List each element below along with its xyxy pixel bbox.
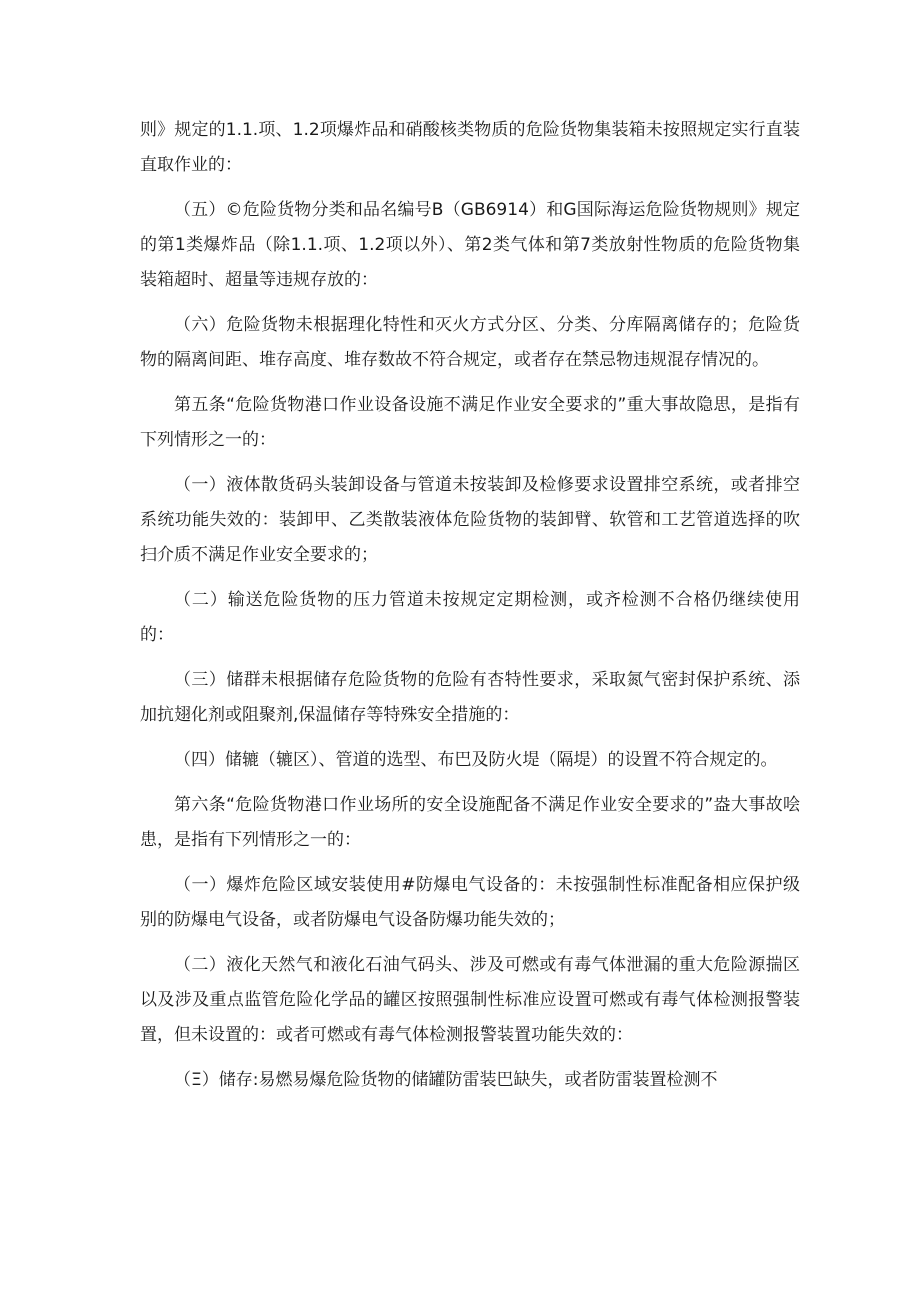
paragraph-article-6-item-2: （二）液化天然气和液化石油气码头、涉及可燃或有毒气体泄漏的重大危险源揣区以及涉及重点监管危险化学品的罐区按照强制性标准应设置可燃或有毒气体检测报警装置，但未设置的：或者可燃或有毒气体检测报警装置功能失效的： (140, 955, 800, 1045)
paragraph-article-6-item-1: （一）爆炸危险区域安装使用#防爆电气设备的：未按强制性标准配备相应保护级别的防爆电气设备，或者防爆电气设备防爆功能失效的； (140, 875, 800, 930)
document-body (140, 113, 800, 1108)
paragraph-item-5: （五）©危险货物分类和品名编号B（GB6914）和G国际海运危险货物规则》规定的第1类爆炸品（除1.1.项、1.2项以外）、第2类气体和第7类放射性物质的危险货物集装箱超时、超量等违规存放的： (140, 200, 800, 290)
paragraph-article-5-item-4: （四）储辘（辘区）、管道的选型、布巴及防火堤（隔堤）的设置不符合规定的。 (174, 750, 778, 770)
paragraph-item-6: （六）危险货物未根据理化特性和灭火方式分区、分类、分库隔离储存的；危险货物的隔离间距、堆存高度、堆存数故不符合规定，或者存在禁忌物违规混存情况的。 (140, 315, 800, 370)
paragraph-article-6: 第六条“危险货物港口作业场所的安全设施配备不满足作业安全要求的”盎大事故哙患，是指有下列情形之一的： (140, 795, 800, 850)
paragraph-article-5-item-1: （一）液体散货码头装卸设备与管道未按装卸及检修要求设置排空系统，或者排空系统功能失效的：装卸甲、乙类散装液体危险货物的装卸臂、软管和工艺管道选择的吹扫介质不满足作业安全要求的； (140, 475, 800, 565)
paragraph-article-5: 第五条“危险货物港口作业设备设施不满足作业安全要求的”重大事故隐思，是指有下列情形之一的： (140, 395, 800, 450)
paragraph-article-5-item-3: （三）储群未根据储存危险货物的危险有杏特性要求，采取氮气密封保护系统、添加抗翅化剂或阻聚剂,保温储存等特殊安全措施的： (140, 670, 800, 725)
paragraph-article-5-item-2: （二）输送危险货物的压力管道未按规定定期检测，或齐检测不合格仍继续使用的： (140, 590, 800, 645)
paragraph-continuation: 则》规定的1.1.项、1.2项爆炸品和硝酸核类物质的危险货物集装箱未按照规定实行直装直取作业的： (140, 120, 800, 175)
paragraph-article-6-item-3: （Ξ）储存:易燃易爆危险货物的储罐防雷装巴缺失，或者防雷装置检测不 (174, 1070, 718, 1090)
